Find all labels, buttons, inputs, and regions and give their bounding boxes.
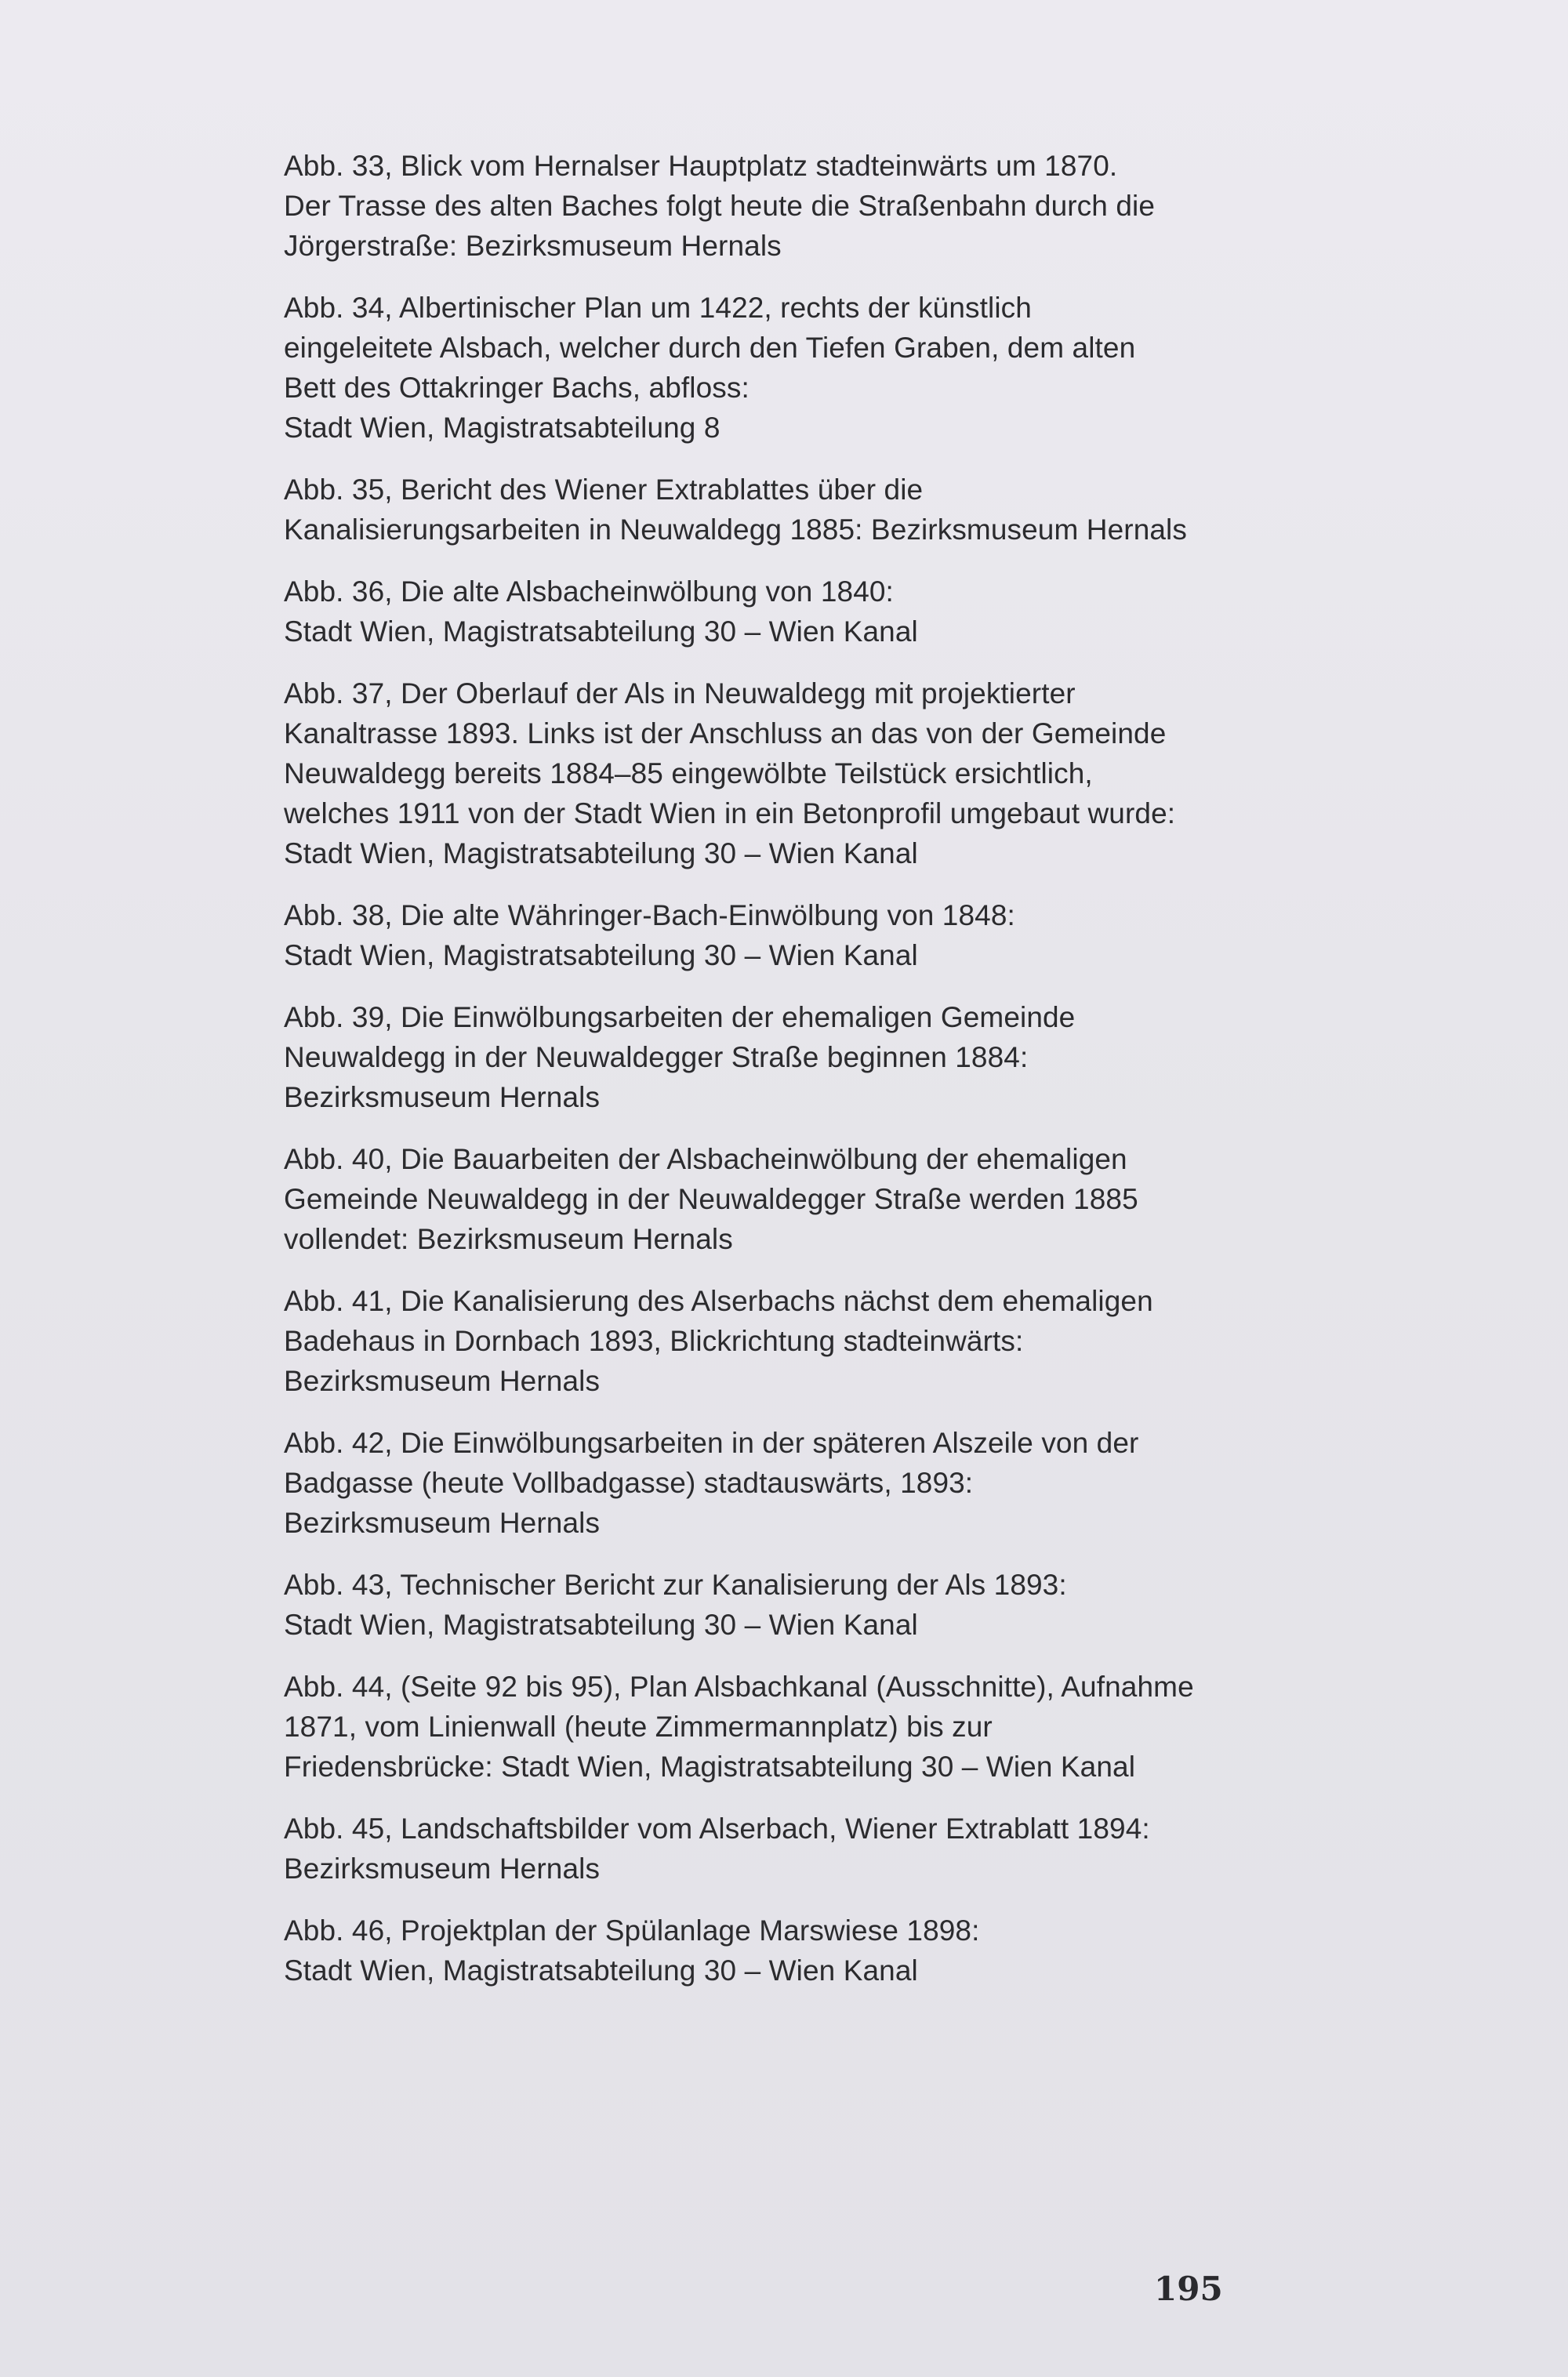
caption-line: Stadt Wien, Magistratsabteilung 30 – Wien Kanal: [284, 615, 918, 648]
figure-caption: [284, 1911, 1303, 1991]
caption-line: Badehaus in Dornbach 1893, Blickrichtung stadteinwärts:: [284, 1325, 1024, 1357]
caption-line: Abb. 42, Die Einwölbungsarbeiten in der späteren Alszeile von der: [284, 1427, 1139, 1459]
caption-line: Abb. 35, Bericht des Wiener Extrablattes über die: [284, 474, 924, 506]
caption-line: Abb. 44, (Seite 92 bis 95), Plan Alsbachkanal (Ausschnitte), Aufnahme: [284, 1671, 1194, 1703]
caption-line: Bezirksmuseum Hernals: [284, 1853, 601, 1885]
figure-caption: [284, 470, 1303, 550]
caption-line: Stadt Wien, Magistratsabteilung 30 – Wien Kanal: [284, 1954, 918, 1987]
page-number: 195: [1154, 2270, 1223, 2308]
caption-line: Neuwaldegg in der Neuwaldegger Straße beginnen 1884:: [284, 1041, 1029, 1073]
figure-caption: [284, 1423, 1303, 1543]
caption-line: Abb. 36, Die alte Alsbacheinwölbung von 1840:: [284, 575, 894, 608]
caption-line: Bezirksmuseum Hernals: [284, 1365, 601, 1397]
caption-line: Bezirksmuseum Hernals: [284, 1081, 601, 1113]
caption-line: Abb. 40, Die Bauarbeiten der Alsbacheinwölbung der ehemaligen: [284, 1143, 1127, 1175]
caption-line: Stadt Wien, Magistratsabteilung 30 – Wien Kanal: [284, 1609, 918, 1641]
caption-line: Stadt Wien, Magistratsabteilung 30 – Wien Kanal: [284, 939, 918, 971]
caption-line: Abb. 43, Technischer Bericht zur Kanalisierung der Als 1893:: [284, 1569, 1067, 1601]
figure-caption: [284, 146, 1303, 266]
caption-line: welches 1911 von der Stadt Wien in ein Betonprofil umgebaut wurde:: [284, 797, 1176, 829]
figure-caption: [284, 572, 1303, 651]
caption-line: Friedensbrücke: Stadt Wien, Magistratsabteilung 30 – Wien Kanal: [284, 1751, 1136, 1783]
caption-line: Kanalisierungsarbeiten in Neuwaldegg 1885: Bezirksmuseum Hernals: [284, 514, 1187, 546]
caption-line: Stadt Wien, Magistratsabteilung 8: [284, 412, 720, 444]
caption-line: Neuwaldegg bereits 1884–85 eingewölbte Teilstück ersichtlich,: [284, 757, 1093, 789]
caption-line: eingeleitete Alsbach, welcher durch den Tiefen Graben, dem alten: [284, 332, 1136, 364]
figure-caption: [284, 1139, 1303, 1259]
caption-line: Bezirksmuseum Hernals: [284, 1507, 601, 1539]
caption-line: Der Trasse des alten Baches folgt heute die Straßenbahn durch die: [284, 190, 1156, 222]
caption-line: Bett des Ottakringer Bachs, abfloss:: [284, 372, 750, 404]
figure-caption: [284, 288, 1303, 448]
caption-line: Abb. 34, Albertinischer Plan um 1422, rechts der künstlich: [284, 292, 1032, 324]
figure-caption-list: [284, 146, 1303, 2012]
caption-line: 1871, vom Linienwall (heute Zimmermannplatz) bis zur: [284, 1711, 993, 1743]
caption-line: Abb. 39, Die Einwölbungsarbeiten der ehemaligen Gemeinde: [284, 1001, 1076, 1033]
caption-line: Badgasse (heute Vollbadgasse) stadtauswärts, 1893:: [284, 1467, 974, 1499]
caption-line: Abb. 46, Projektplan der Spülanlage Marswiese 1898:: [284, 1914, 980, 1947]
figure-caption: [284, 895, 1303, 975]
caption-line: Abb. 33, Blick vom Hernalser Hauptplatz stadteinwärts um 1870.: [284, 150, 1118, 182]
figure-caption: [284, 673, 1303, 873]
caption-line: Kanaltrasse 1893. Links ist der Anschluss an das von der Gemeinde: [284, 717, 1167, 749]
caption-line: Gemeinde Neuwaldegg in der Neuwaldegger Straße werden 1885: [284, 1183, 1138, 1215]
figure-caption: [284, 997, 1303, 1117]
figure-caption: [284, 1565, 1303, 1645]
caption-line: Jörgerstraße: Bezirksmuseum Hernals: [284, 230, 782, 262]
caption-line: Abb. 41, Die Kanalisierung des Alserbachs nächst dem ehemaligen: [284, 1285, 1153, 1317]
caption-line: Abb. 45, Landschaftsbilder vom Alserbach, Wiener Extrablatt 1894:: [284, 1813, 1150, 1845]
figure-caption: [284, 1809, 1303, 1889]
caption-line: Abb. 37, Der Oberlauf der Als in Neuwaldegg mit projektierter: [284, 677, 1076, 709]
caption-line: Abb. 38, Die alte Währinger-Bach-Einwölbung von 1848:: [284, 899, 1015, 931]
figure-caption: [284, 1281, 1303, 1401]
caption-line: vollendet: Bezirksmuseum Hernals: [284, 1223, 733, 1255]
caption-line: Stadt Wien, Magistratsabteilung 30 – Wien Kanal: [284, 837, 918, 869]
figure-caption: [284, 1667, 1303, 1787]
